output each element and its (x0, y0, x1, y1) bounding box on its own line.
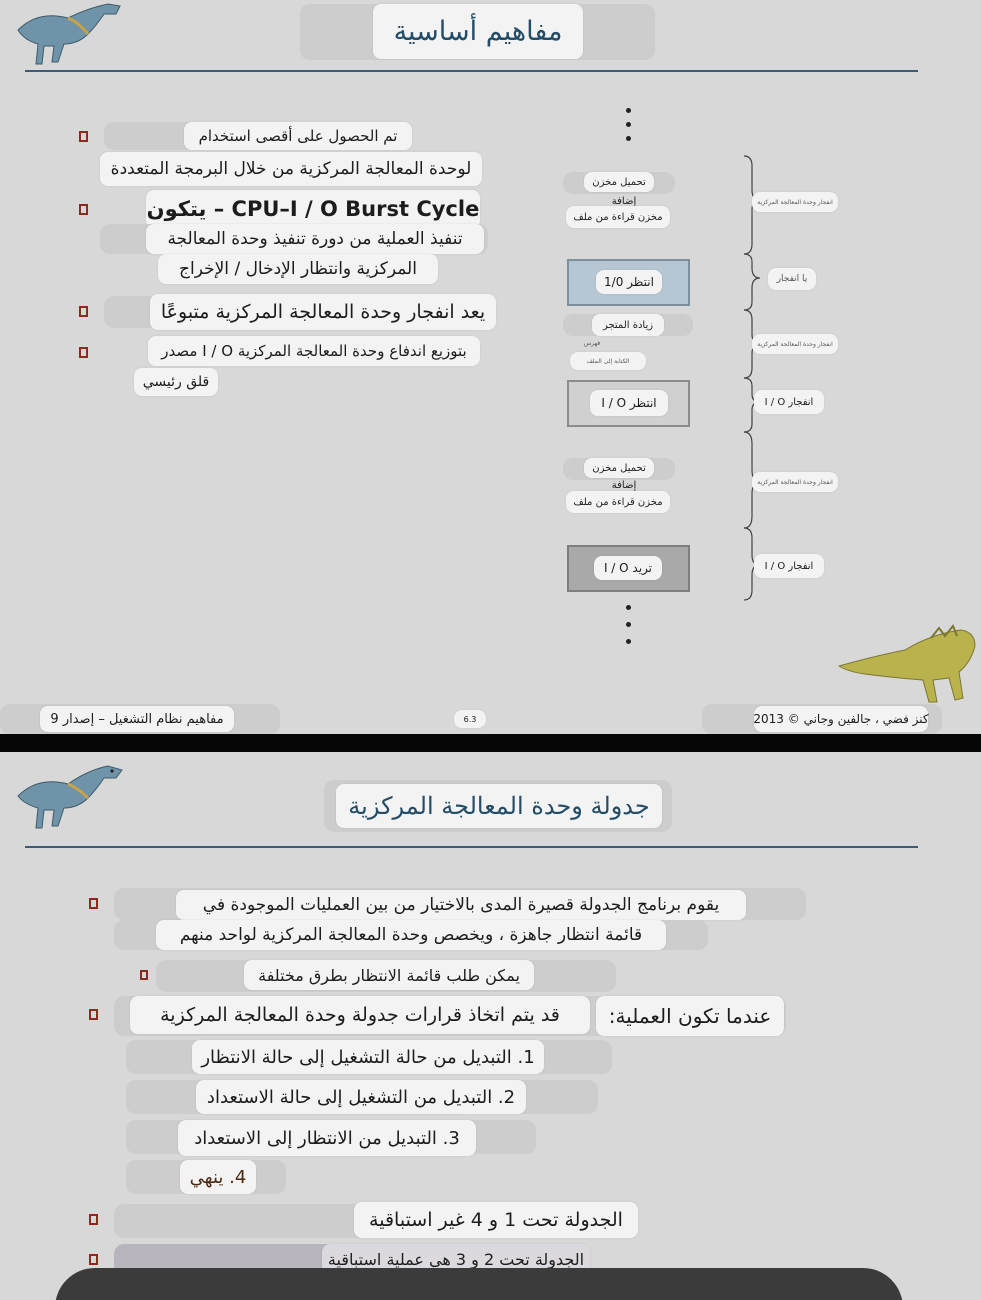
instruction-text: مخزن قراءة من ملف (566, 206, 670, 228)
sub-bullet-text: يمكن طلب قائمة الانتظار بطرق مختلفة (244, 960, 534, 990)
page-title: جدولة وحدة المعالجة المركزية (336, 784, 662, 828)
bottom-overlay-bar (55, 1268, 903, 1300)
instruction-text: تحميل مخزن (584, 172, 654, 192)
slide-divider (0, 734, 981, 752)
bullet-text: CPU–I / O Burst Cycle – يتكون (146, 190, 480, 228)
list-item: 3. التبديل من الانتظار إلى الاستعداد (178, 1120, 476, 1156)
bullet-text: بتوزيع اندفاع وحدة المعالجة المركزية I / O مصدر (148, 336, 480, 366)
wait-label: انتظر I / O (590, 390, 668, 416)
instruction-text: الكتابة إلى الملف (570, 352, 646, 370)
bullet-text: قائمة انتظار جاهزة ، ويخصص وحدة المعالجة المركزية لواحد منهم (156, 920, 666, 950)
wait-label: تريد I / O (594, 556, 662, 580)
wait-label: انتظر 1/0 (596, 270, 662, 294)
dinosaur-icon (8, 760, 133, 832)
burst-label: انفجار I / O (754, 554, 824, 578)
title-divider (25, 70, 918, 72)
bullet-text: قلق رئيسي (134, 368, 218, 396)
bullet-icon (89, 898, 98, 909)
bullet-icon (79, 131, 88, 142)
instruction-text: مخزن قراءة من ملف (566, 491, 670, 513)
bullet-icon (79, 204, 88, 215)
bullet-text: الجدولة تحت 1 و 4 غير استباقية (354, 1202, 638, 1238)
instruction-text: فهرس (583, 339, 601, 347)
bullet-text: يقوم برنامج الجدولة قصيرة المدى بالاختيار من بين العمليات الموجودة في (176, 890, 746, 920)
burst-label: انفجار I / O (754, 390, 824, 414)
bullet-icon (79, 306, 88, 317)
instruction-text: زيادة المتجر (592, 314, 664, 336)
brace-lines (740, 150, 764, 605)
bullet-text: تم الحصول على أقصى استخدام (184, 122, 412, 150)
list-item: 4. ينهي (180, 1160, 256, 1194)
instruction-text: إضافة (611, 479, 637, 491)
instruction-text: إضافة (611, 195, 637, 207)
bullet-text: يعد انفجار وحدة المعالجة المركزية متبوعًا (150, 294, 496, 330)
list-item: 1. التبديل من حالة التشغيل إلى حالة الانتظار (192, 1040, 544, 1074)
burst-label: يا انفجار (768, 268, 816, 290)
bullet-icon (140, 970, 148, 980)
bullet-text: قد يتم اتخاذ قرارات جدولة وحدة المعالجة المركزية (130, 996, 590, 1034)
dinosaur-icon (835, 622, 981, 706)
bullet-icon (89, 1214, 98, 1225)
bullet-text: الجدولة تحت 2 و 3 هي عملية استباقية (322, 1244, 590, 1274)
bullet-text: المركزية وانتظار الإدخال / الإخراج (158, 254, 438, 284)
page-title: مفاهيم أساسية (373, 4, 583, 59)
bullet-text: تنفيذ العملية من دورة تنفيذ وحدة المعالجة (146, 224, 484, 254)
footer-left: مفاهيم نظام التشغيل – إصدار 9 (40, 706, 234, 732)
footer-right: كنز فضي ، جالفين وجاني © 2013 (754, 706, 928, 732)
burst-label: انفجار وحدة المعالجة المركزية (752, 192, 838, 212)
title-divider (25, 846, 918, 848)
instruction-text: تحميل مخزن (584, 458, 654, 478)
slide-cpu-scheduling (0, 752, 981, 1300)
burst-label: انفجار وحدة المعالجة المركزية (752, 472, 838, 492)
dinosaur-icon (8, 0, 133, 72)
list-item: 2. التبديل من التشغيل إلى حالة الاستعداد (196, 1080, 526, 1114)
bullet-icon (89, 1009, 98, 1020)
burst-label: انفجار وحدة المعالجة المركزية (752, 334, 838, 354)
bullet-text: لوحدة المعالجة المركزية من خلال البرمجة المتعددة (100, 152, 482, 186)
bullet-icon (79, 347, 88, 358)
bullet-icon (89, 1254, 98, 1265)
when-label: عندما تكون العملية: (596, 996, 784, 1036)
page-number: 6.3 (454, 710, 486, 728)
